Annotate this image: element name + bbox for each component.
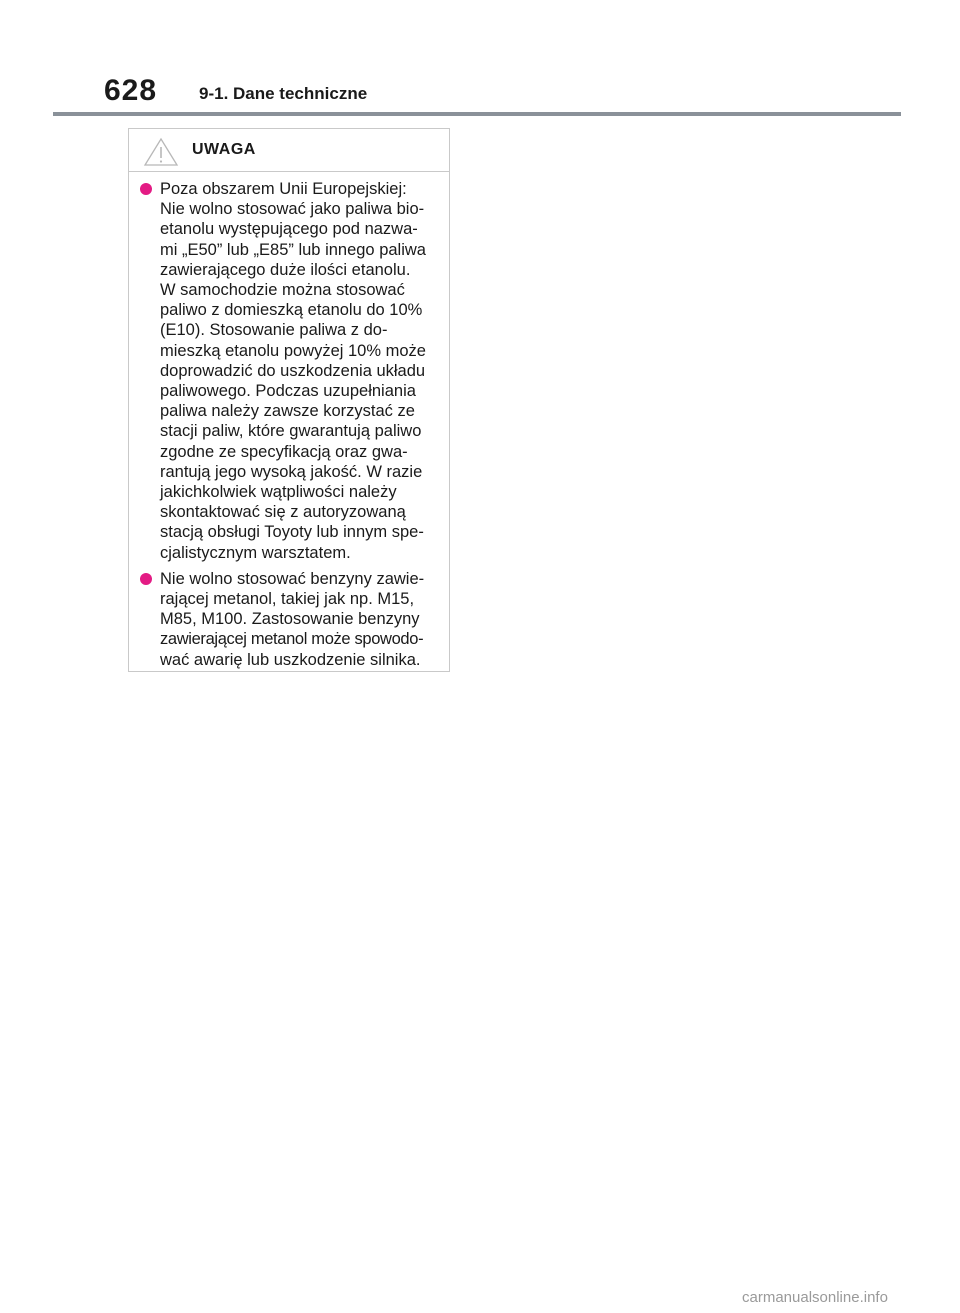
- text-line: paliwa należy zawsze korzystać ze: [160, 402, 415, 421]
- text-line: mi „E50” lub „E85” lub innego paliwa: [160, 240, 426, 259]
- bullet-icon: [140, 183, 152, 195]
- text-line: zgodne ze specyfikacją oraz gwa-: [160, 442, 408, 461]
- text-line: rantują jego wysoką jakość. W razie: [160, 462, 423, 481]
- warning-triangle-icon: [143, 137, 179, 167]
- warning-header: [129, 129, 449, 172]
- text-line: doprowadzić do uszkodzenia układu: [160, 361, 426, 380]
- section-title: 9-1. Dane techniczne: [199, 84, 368, 103]
- text-line: W samochodzie można stosować: [160, 281, 405, 300]
- warning-box: [128, 128, 450, 672]
- text-line: etanolu występującego pod nazwa-: [160, 220, 418, 239]
- text-line: Nie wolno stosować benzyny zawie-: [160, 569, 425, 588]
- warning-item-methanol: [139, 569, 445, 670]
- text-line: rającej metanol, takiej jak np. M15,: [160, 590, 415, 609]
- page-header: [0, 0, 960, 118]
- text-line: zawierającego duże ilości etanolu.: [160, 260, 411, 279]
- text-line: Poza obszarem Unii Europejskiej:: [160, 180, 407, 198]
- watermark: carmanualsonline.info: [742, 1289, 888, 1306]
- text-line: stacji paliw, które gwarantują paliwo: [160, 422, 422, 441]
- page-number: 628: [104, 74, 158, 107]
- text-line: zawierającej metanol może spowodo-: [160, 630, 424, 649]
- text-line: paliwo z domieszką etanolu do 10%: [160, 301, 423, 320]
- text-line: (E10). Stosowanie paliwa z do-: [160, 321, 388, 340]
- warning-item-ethanol: [139, 179, 445, 563]
- header-divider: [53, 112, 901, 116]
- text-line: paliwowego. Podczas uzupełniania: [160, 382, 416, 401]
- text-line: wać awarię lub uszkodzenie silnika.: [160, 650, 421, 669]
- warning-body: [139, 179, 445, 670]
- text-line: stacją obsługi Toyoty lub innym spe-: [160, 523, 424, 542]
- warning-title: UWAGA: [192, 141, 256, 158]
- text-line: jakichkolwiek wątpliwości należy: [160, 483, 397, 502]
- text-line: skontaktować się z autoryzowaną: [160, 503, 406, 522]
- bullet-icon: [140, 573, 152, 585]
- text-line: cjalistycznym warsztatem.: [160, 543, 351, 562]
- text-line: Nie wolno stosować jako paliwa bio-: [160, 200, 425, 219]
- text-line: mieszką etanolu powyżej 10% może: [160, 341, 426, 360]
- text-line: M85, M100. Zastosowanie benzyny: [160, 610, 420, 629]
